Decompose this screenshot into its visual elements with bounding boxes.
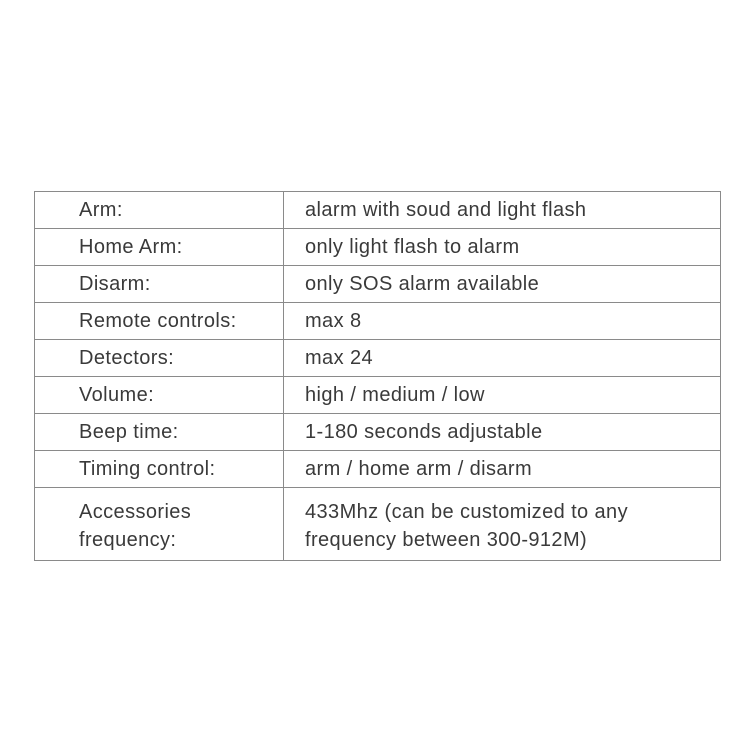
row-value: 1-180 seconds adjustable <box>284 414 721 451</box>
table-row <box>35 377 721 414</box>
row-label: Remote controls: <box>35 303 284 340</box>
row-label: Disarm: <box>35 266 284 303</box>
row-label: Arm: <box>35 192 284 229</box>
row-value: only light flash to alarm <box>284 229 721 266</box>
row-label: Home Arm: <box>35 229 284 266</box>
row-value: max 24 <box>284 340 721 377</box>
table-row <box>35 303 721 340</box>
table-row <box>35 229 721 266</box>
row-value: high / medium / low <box>284 377 721 414</box>
spec-table <box>34 191 721 561</box>
table-row <box>35 340 721 377</box>
row-value: only SOS alarm available <box>284 266 721 303</box>
table-row <box>35 192 721 229</box>
row-value: 433Mhz (can be customized to any frequency between 300-912M) <box>284 488 721 561</box>
table-row <box>35 451 721 488</box>
table-row <box>35 414 721 451</box>
row-value: arm / home arm / disarm <box>284 451 721 488</box>
row-label: Timing control: <box>35 451 284 488</box>
table-row <box>35 266 721 303</box>
row-label: Accessories frequency: <box>35 488 284 561</box>
row-label: Beep time: <box>35 414 284 451</box>
row-value: max 8 <box>284 303 721 340</box>
table-row <box>35 488 721 561</box>
row-label: Volume: <box>35 377 284 414</box>
row-label: Detectors: <box>35 340 284 377</box>
row-value: alarm with soud and light flash <box>284 192 721 229</box>
